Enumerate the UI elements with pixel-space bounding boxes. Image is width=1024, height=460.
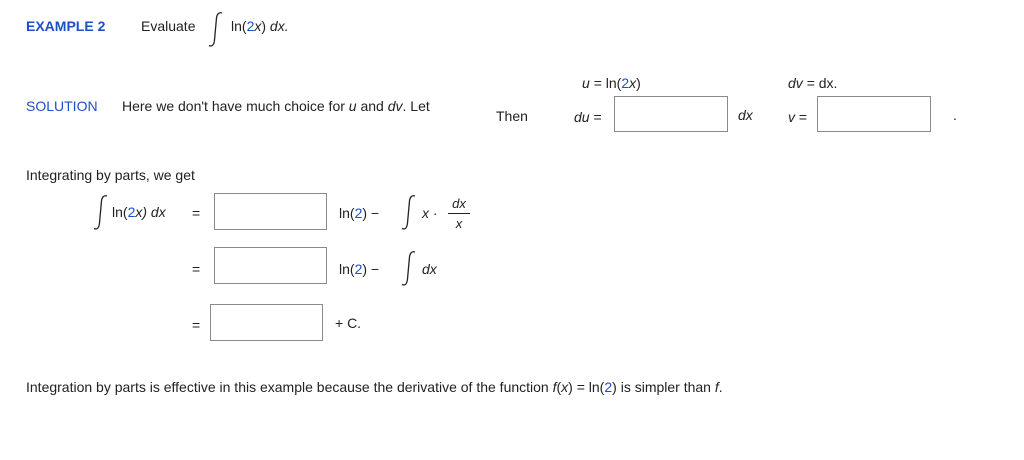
row3-answer-input[interactable] xyxy=(210,304,323,341)
du-eq: = xyxy=(593,109,602,125)
solution-text-prefix: Here we don't have much choice for xyxy=(122,98,349,114)
footer-f: f xyxy=(552,379,557,395)
integrand-dx: dx. xyxy=(269,18,289,34)
lhs-x: x xyxy=(135,204,143,220)
solution-u: u xyxy=(348,98,357,114)
example-label: EXAMPLE 2 xyxy=(26,18,106,34)
footer-period: . xyxy=(718,379,723,395)
integral-sign-icon xyxy=(90,193,112,231)
solution-text xyxy=(122,99,430,113)
row1-x-dot-text: x · xyxy=(422,205,438,221)
integral-sign-icon xyxy=(205,10,227,48)
v-equals xyxy=(788,110,807,124)
integrand-x: x xyxy=(254,18,262,34)
u-two: 2 xyxy=(621,75,630,91)
footer-text xyxy=(26,380,723,394)
row1-two: 2 xyxy=(354,205,363,221)
dv-definition xyxy=(788,76,837,90)
row2-equals: = xyxy=(192,261,201,277)
footer-suffix: is simpler than xyxy=(616,379,715,395)
solution-dv: dv xyxy=(387,98,403,114)
footer-prefix: Integration by parts is effective in this example because the derivative of the function xyxy=(26,379,553,395)
problem-integrand xyxy=(231,19,289,33)
lhs-two: 2 xyxy=(127,204,136,220)
row1-term xyxy=(339,206,379,220)
row1-ln: ln( xyxy=(339,205,355,221)
v-period: . xyxy=(953,107,957,123)
row2-dx: dx xyxy=(422,261,437,277)
lhs-close: ) dx xyxy=(142,204,166,220)
solution-label: SOLUTION xyxy=(26,98,98,114)
dv-eq: = dx. xyxy=(806,75,838,91)
row2-two: 2 xyxy=(354,261,363,277)
lhs-ln: ln( xyxy=(112,204,128,220)
row1-fraction xyxy=(448,196,470,231)
du-equals xyxy=(574,110,602,124)
integral-sign-icon xyxy=(398,193,420,231)
v-eq: = xyxy=(798,109,808,125)
dv-label: dv xyxy=(788,75,803,91)
integrand-ln: ln( xyxy=(231,18,247,34)
row2-close: ) − xyxy=(362,261,380,277)
du-answer-input[interactable] xyxy=(614,96,728,132)
row1-fraction-numerator: dx xyxy=(452,196,466,211)
u-eq: = ln( xyxy=(593,75,622,91)
u-x: x xyxy=(629,75,637,91)
solution-and: and xyxy=(356,98,388,114)
row1-equals: = xyxy=(192,205,201,221)
row1-fraction-denominator: x xyxy=(455,216,463,231)
footer-two: 2 xyxy=(604,379,613,395)
footer-f-eq: ) = ln( xyxy=(568,379,605,395)
evaluate-word: Evaluate xyxy=(141,18,196,34)
row2-answer-input[interactable] xyxy=(214,247,327,284)
row3-constant: + C. xyxy=(335,315,362,331)
u-label: u xyxy=(582,75,590,91)
lhs-integrand xyxy=(112,205,166,219)
integrand-two: 2 xyxy=(246,18,255,34)
row2-ln: ln( xyxy=(339,261,355,277)
u-close: ) xyxy=(636,75,641,91)
row1-answer-input[interactable] xyxy=(214,193,327,230)
row3-equals: = xyxy=(192,317,201,333)
du-dx: dx xyxy=(738,107,753,123)
footer-x: x xyxy=(561,379,569,395)
fraction-bar xyxy=(448,213,470,214)
then-word: Then xyxy=(496,108,528,124)
footer-f-end: f xyxy=(714,379,719,395)
row1-close: ) − xyxy=(362,205,380,221)
integral-sign-icon xyxy=(398,249,420,287)
solution-suffix: . Let xyxy=(402,98,430,114)
footer-f-open: ( xyxy=(556,379,562,395)
u-definition xyxy=(582,76,641,90)
row1-x-dot xyxy=(422,206,438,220)
du-label: du xyxy=(574,109,590,125)
footer-f-close: ) xyxy=(612,379,617,395)
v-label: v xyxy=(788,109,795,125)
parts-intro: Integrating by parts, we get xyxy=(26,167,195,183)
integrand-close: ) xyxy=(261,18,267,34)
v-answer-input[interactable] xyxy=(817,96,931,132)
row2-term xyxy=(339,262,379,276)
